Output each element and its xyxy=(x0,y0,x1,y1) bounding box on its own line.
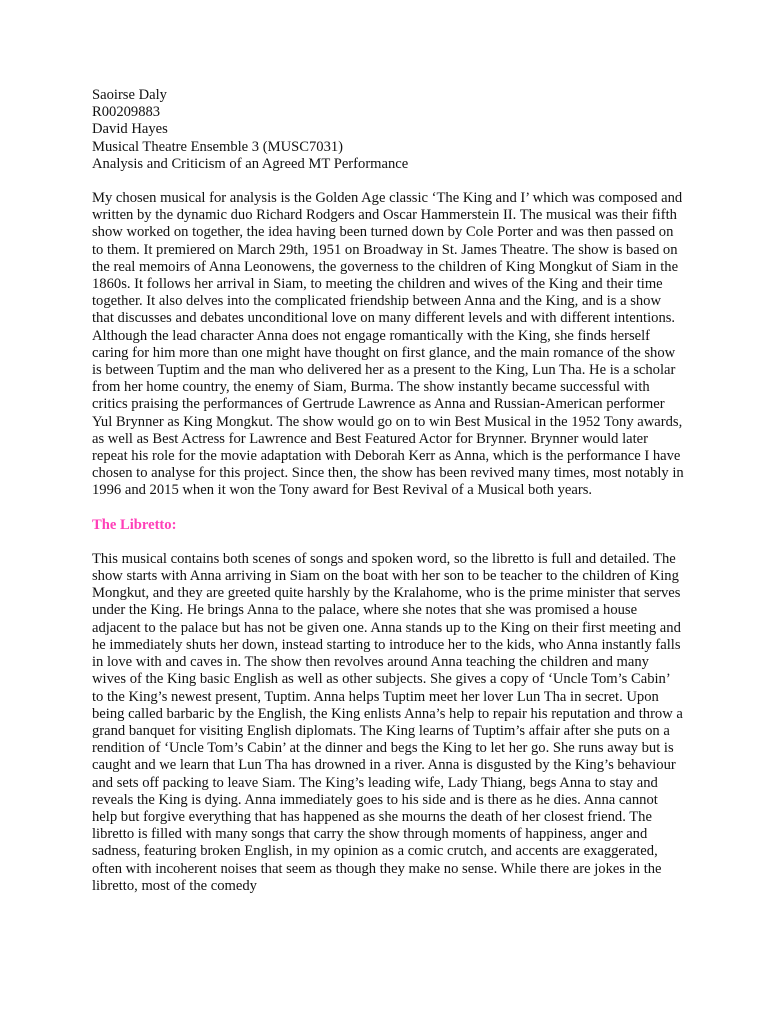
document-body xyxy=(92,87,684,895)
author-name: Saoirse Daly xyxy=(92,87,167,103)
student-id: R00209883 xyxy=(92,104,161,121)
header-block xyxy=(92,87,684,173)
lecturer-name: David Hayes xyxy=(92,121,168,138)
assignment-title: Analysis and Criticism of an Agreed MT Performance xyxy=(92,155,409,172)
intro-paragraph: My chosen musical for analysis is the Golden Age classic ‘The King and I’ which was composed and written by the dynamic duo Richard Rodgers and Oscar Hammerstein II. The musical was their fifth show worked on together, the idea having been turned down by Cole Porter and was then passed on to them. It premiered on March 29th, 1951 on Broadway in St. James Theatre. The show is based on the real memoirs of Anna Leonowens, the governess to the children of King Mongkut of Siam in the 1860s. It follows her arrival in Siam, to meeting the children and wives of the King and their time together. It also delves into the complicated friendship between Anna and the King, and is a show that discusses and debates unconditional love on many different levels and with different intentions. Although the lead character Anna does not engage romantically with the King, she finds herself caring for him more than one might have thought on first glance, and the main romance of the show is between Tuptim and the man who delivered her as a present to the King, Lun Tha. He is a scholar from her home country, the enemy of Siam, Burma. The show instantly became successful with critics praising the performances of Gertrude Lawrence as Anna and Russian-American performer Yul Brynner as King Mongkut. The show would go on to win Best Musical in the 1952 Tony awards, as well as Best Actress for Lawrence and Best Featured Actor for Brynner. Brynner would later repeat his role for the movie adaptation with Deborah Kerr as Anna, which is the performance I have chosen to analyse for this project. Since then, the show has been revived many times, most notably in 1996 and 2015 when it won the Tony award for Best Revival of a Musical both years. xyxy=(92,190,684,499)
section-heading-libretto: The Libretto: xyxy=(92,516,177,533)
libretto-paragraph: This musical contains both scenes of songs and spoken word, so the libretto is full and detailed. The show starts with Anna arriving in Siam on the boat with her son to be teacher to the children of King Mongkut, and they are greeted quite harshly by the Kralahome, who is the prime minister that serves under the King. He brings Anna to the palace, where she notes that she was promised a house adjacent to the palace but has not be given one. Anna stands up to the King on their first meeting and he immediately shuts her down, instead starting to introduce her to the kids, who Anna instantly falls in love with and caves in. The show then revolves around Anna teaching the children and many wives of the King basic English as well as other subjects. She gives a copy of ‘Uncle Tom’s Cabin’ to the King’s newest present, Tuptim. Anna helps Tuptim meet her lover Lun Tha in secret. Upon being called barbaric by the English, the King enlists Anna’s help to repair his reputation and throw a grand banquet for visiting English diplomats. The King learns of Tuptim’s affair after she puts on a rendition of ‘Uncle Tom’s Cabin’ at the dinner and begs the King to let her go. She runs away but is caught and we learn that Lun Tha has drowned in a river. Anna is disgusted by the King’s behaviour and sets off packing to leave Siam. The King’s leading wife, Lady Thiang, begs Anna to stay and reveals the King is dying. Anna immediately goes to his side and is there as he dies. Anna cannot help but forgive everything that has happened as she mourns the death of her closest friend. The libretto is filled with many songs that carry the show through moments of happiness, anger and sadness, featuring broken English, in my opinion as a comic crutch, and accents are exaggerated, often with incoherent noises that seem as though they make no sense. While there are jokes in the libretto, most of the comedy xyxy=(92,550,683,894)
module-name: Musical Theatre Ensemble 3 (MUSC7031) xyxy=(92,138,344,155)
